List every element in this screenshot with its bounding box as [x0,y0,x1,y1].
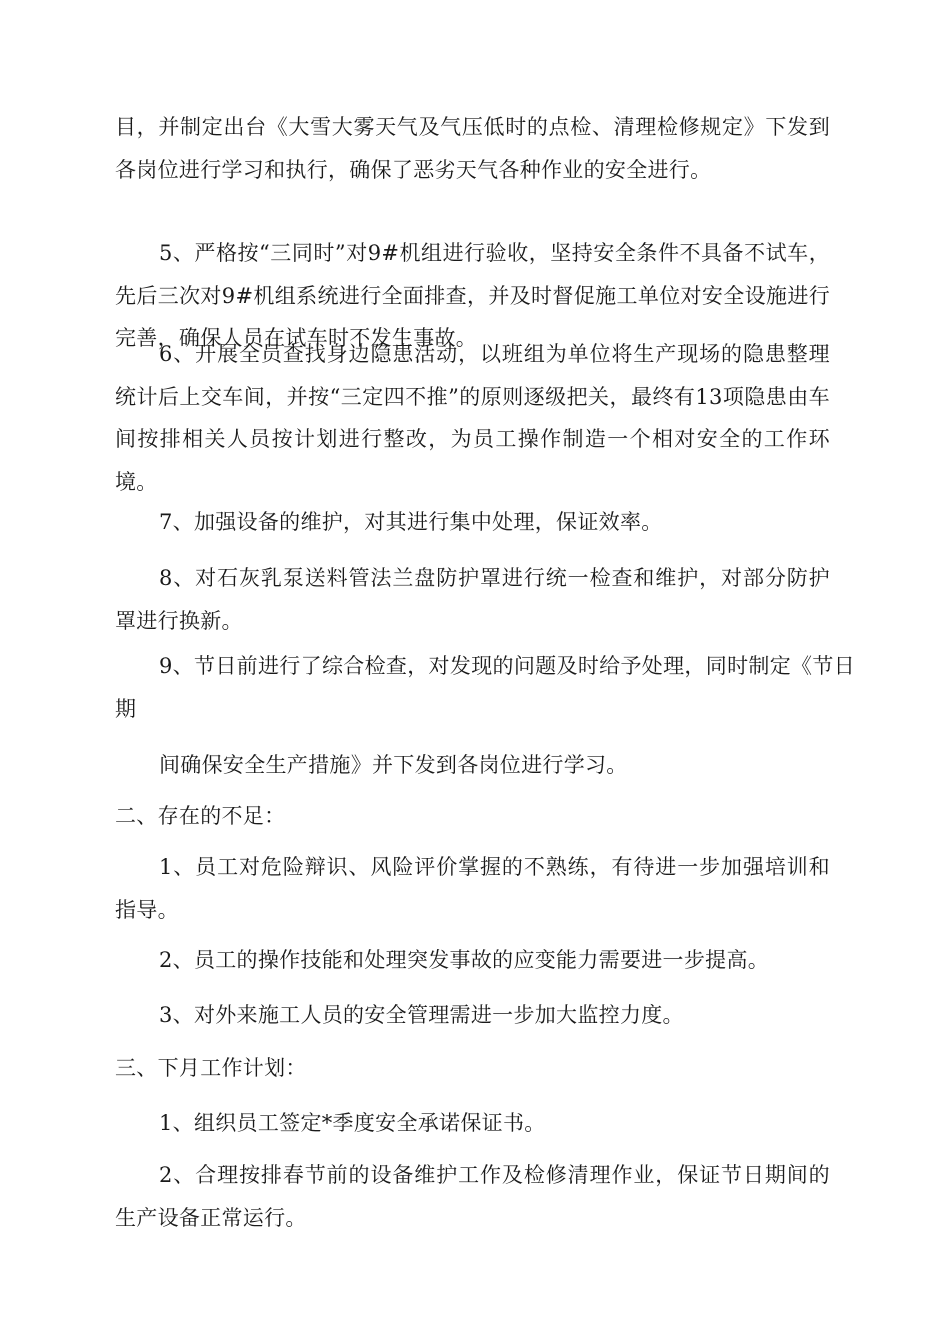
paragraph-shortfall-2: 2、员工的操作技能和处理突发事故的应变能力需要进一步提高。 [159,948,770,972]
paragraph-continued: 目，并制定出台《大雪大雾天气及气压低时的点检、清理检修规定》下发到各岗位进行学习和执行，确保了恶劣天气各种作业的安全进行。 [115,115,830,182]
paragraph-item-6: 6、开展全员查找身边隐患活动，以班组为单位将生产现场的隐患整理统计后上交车间，并按“三定四不推”的原则逐级把关，最终有13项隐患由车间按排相关人员按计划进行整改，为员工操作制造一个相对安全的工作环境。 [115,342,830,494]
section-heading-next-month-plan: 三、下月工作计划： [115,1056,307,1080]
paragraph-item-7: 7、加强设备的维护，对其进行集中处理，保证效率。 [159,510,663,534]
paragraph-plan-2: 2、合理按排春节前的设备维护工作及检修清理作业，保证节日期间的生产设备正常运行。 [115,1163,830,1230]
paragraph-item-9: 9、节日前进行了综合检查，对发现的问题及时给予处理，同时制定《节日期 [115,654,855,721]
paragraph-shortfall-3: 3、对外来施工人员的安全管理需进一步加大监控力度。 [159,1003,684,1027]
paragraph-item-8: 8、对石灰乳泵送料管法兰盘防护罩进行统一检查和维护，对部分防护罩进行换新。 [115,566,830,633]
paragraph-item-9-continued: 间确保安全生产措施》并下发到各岗位进行学习。 [159,753,628,777]
paragraph-plan-1: 1、组织员工签定*季度安全承诺保证书。 [159,1111,546,1135]
paragraph-shortfall-1: 1、员工对危险辩识、风险评价掌握的不熟练，有待进一步加强培训和指导。 [115,855,830,922]
paragraph-item-5: 5、严格按“三同时”对9#机组进行验收，坚持安全条件不具备不试车，先后三次对9#机组系统进行全面排查，并及时督促施工单位对安全设施进行完善，确保人员在试车时不发生事故。 [115,241,830,350]
section-heading-shortfalls: 二、存在的不足： [115,804,286,828]
